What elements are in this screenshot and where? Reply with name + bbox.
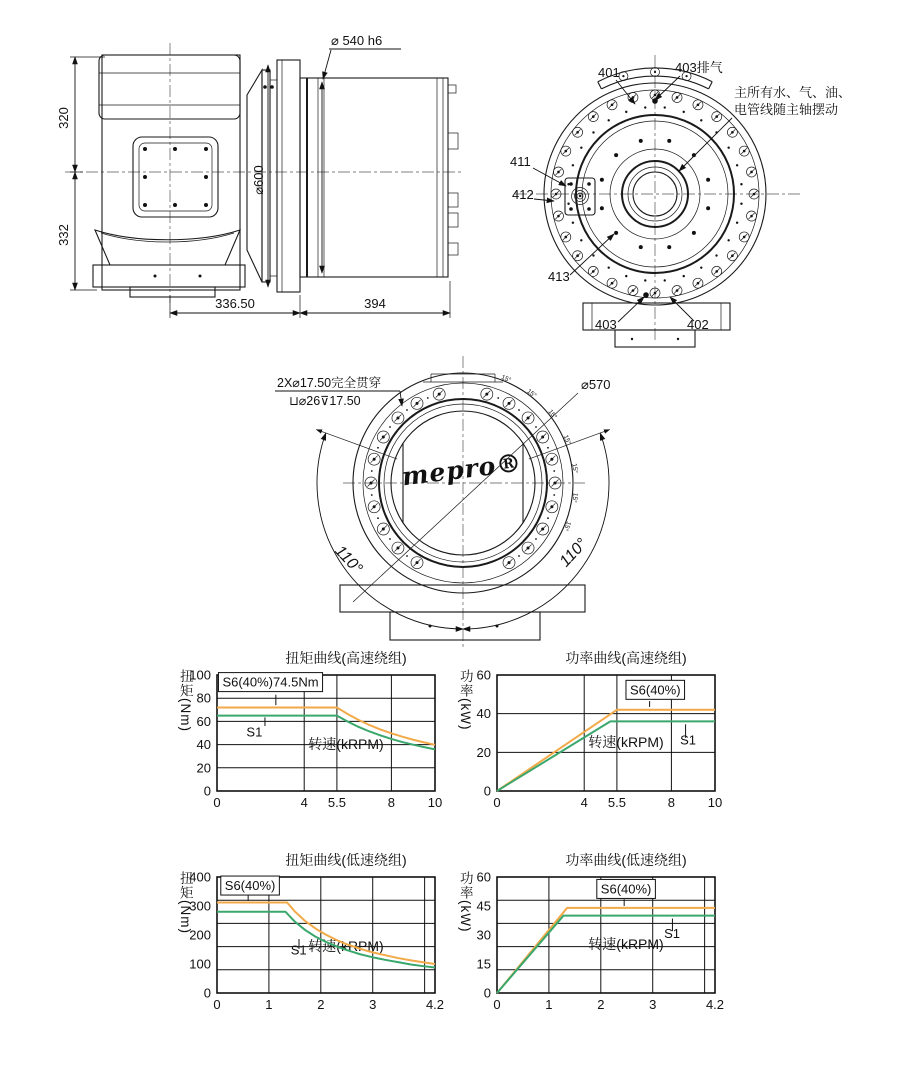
plot-area — [455, 669, 729, 811]
tick-dot — [406, 409, 408, 411]
inner-hole-dot — [614, 153, 618, 157]
x-tick-label: 4.2 — [425, 997, 445, 1012]
inner-hole-dot — [600, 206, 604, 210]
inner-hole-dot — [600, 178, 604, 182]
tick-dot — [377, 447, 379, 449]
tick-dot — [389, 426, 391, 428]
tick-dot — [427, 397, 429, 399]
bolt-hatch — [380, 434, 387, 441]
plot-area — [455, 871, 729, 1013]
chart-title: 扭矩曲线(高速绕组) — [285, 650, 407, 666]
y-axis-label-text: 扭矩(Nm) — [177, 669, 193, 732]
plot-area — [175, 669, 449, 811]
chart-torque-high-speed — [175, 647, 467, 810]
note-line2: 电管线随主轴摆动 — [734, 102, 839, 117]
y-tick-label: 30 — [476, 927, 491, 943]
bolt-hatch — [729, 129, 735, 135]
dim-dia600: ⌀600 — [251, 165, 266, 195]
bolt-hatch — [525, 414, 532, 421]
inner-hole-dot — [692, 231, 696, 235]
holes-note-line2: ⊔⌀26⊽17.50 — [289, 394, 361, 408]
x-tick-label: 3 — [649, 997, 657, 1012]
small-hole-dot — [736, 222, 738, 224]
bolt-hatch — [506, 559, 513, 566]
bolt-hatch — [414, 400, 421, 407]
annotation-label: S6(40%)74.5Nm — [222, 674, 319, 690]
y-tick-label: 100 — [189, 667, 211, 683]
small-hole-dot — [580, 147, 582, 149]
small-hole-dot — [625, 111, 627, 113]
callout-403-bottom: 403 — [595, 317, 617, 332]
tick-dot — [553, 470, 555, 472]
y-tick-label: 0 — [483, 783, 491, 799]
bolt-hatch — [548, 456, 555, 463]
y-axis-label-text: 功率(kW) — [457, 669, 473, 731]
angle-15-label: 15° — [525, 387, 538, 400]
tick-dot — [518, 555, 520, 557]
small-hole-dot — [644, 106, 646, 108]
tick-dot — [547, 517, 549, 519]
tick-dot — [547, 447, 549, 449]
x-tick-label: 2 — [317, 997, 325, 1012]
callout-401: 401 — [598, 65, 620, 80]
bolt-hatch — [749, 169, 755, 175]
brand-logo: mepro® — [400, 447, 524, 492]
inner-hole-dot — [706, 206, 710, 210]
x-tick-label: 4 — [300, 795, 308, 810]
dim-336-50: 336.50 — [215, 296, 255, 311]
x-tick-label: 0 — [213, 997, 221, 1012]
inner-hole-dot — [614, 231, 618, 235]
bolt-hatch — [555, 169, 561, 175]
bolt-hatch — [741, 148, 747, 154]
bolt-hatch — [394, 414, 401, 421]
angle-110-right: 110° — [556, 535, 591, 571]
bolt-hatch — [590, 114, 596, 120]
small-hole-dot — [727, 239, 729, 241]
small-hole-dot — [567, 183, 569, 185]
annotation-label: S6(40%) — [224, 878, 276, 894]
y-tick-label: 80 — [196, 690, 211, 706]
bolt-hatch — [436, 391, 443, 398]
note-line1: 主所有水、气、油、 — [734, 85, 852, 100]
annotation-label: S1 — [664, 925, 681, 941]
window-bolt-dot — [173, 147, 177, 151]
small-hole-dot — [580, 239, 582, 241]
tick-dot — [518, 409, 520, 411]
series-line-s1 — [497, 916, 715, 993]
small-hole-dot — [625, 275, 627, 277]
small-hole-dot — [715, 254, 717, 256]
bolt-hatch — [630, 94, 636, 100]
bolt-hatch — [525, 545, 532, 552]
window-bolt-dot — [204, 147, 208, 151]
y-tick-label: 0 — [483, 985, 491, 1001]
series-line-s6 — [497, 908, 715, 993]
chart-title: 扭矩曲线(低速绕组) — [285, 852, 407, 868]
window-bolt-dot — [173, 203, 177, 207]
y-axis-label-text: 扭矩(Nm) — [177, 871, 193, 934]
window-bolt-dot — [143, 147, 147, 151]
flange-and-cartridge-outline — [247, 60, 458, 292]
y-tick-label: 60 — [476, 869, 491, 885]
small-hole-dot — [592, 131, 594, 133]
angle-15-label: 15° — [570, 492, 579, 504]
angle-15-label: 15° — [561, 434, 573, 446]
x-axis-label: 转速(kRPM) — [588, 936, 664, 953]
dim-394: 394 — [364, 296, 386, 311]
bolt-hatch — [548, 503, 555, 510]
bolt-hatch — [674, 94, 680, 100]
x-tick-label: 4.2 — [705, 997, 725, 1012]
bolt-hatch — [539, 526, 546, 533]
x-tick-label: 0 — [493, 997, 501, 1012]
window-bolt-dot — [204, 203, 208, 207]
callout-413: 413 — [548, 269, 570, 284]
small-hole-dot — [644, 279, 646, 281]
small-hole-dot — [683, 111, 685, 113]
bolt-hatch — [674, 288, 680, 294]
x-axis-label: 转速(kRPM) — [308, 938, 384, 954]
bolt-hatch — [380, 526, 387, 533]
bottom-view-drawing — [225, 350, 685, 655]
x-axis-label: 转速(kRPM) — [588, 734, 664, 751]
tick-dot — [371, 494, 373, 496]
angle-15-label: 15° — [570, 462, 579, 474]
small-hole-dot — [700, 119, 702, 121]
y-tick-label: 45 — [476, 898, 491, 914]
y-tick-label: 0 — [203, 783, 211, 799]
annotation-label: S1 — [290, 942, 307, 958]
x-tick-label: 10 — [707, 795, 723, 810]
small-hole-dot — [572, 164, 574, 166]
bolt-hatch — [575, 129, 581, 135]
small-hole-dot — [740, 183, 742, 185]
bolt-hatch — [714, 114, 720, 120]
y-tick-label: 40 — [476, 706, 491, 722]
chart-power-low-speed — [455, 849, 747, 1012]
angle-15-label: 15° — [561, 520, 573, 532]
plot-area — [175, 871, 449, 1013]
chart-torque-low-speed — [175, 849, 467, 1012]
window-bolt-dot — [143, 203, 147, 207]
y-axis-label-text: 功率(kW) — [457, 871, 473, 933]
dim-dia570: ⌀570 — [581, 377, 611, 392]
angle-110-left: 110° — [331, 542, 366, 578]
tick-dot — [371, 470, 373, 472]
small-hole-dot — [572, 222, 574, 224]
small-hole-dot — [608, 266, 610, 268]
small-hole-dot — [736, 164, 738, 166]
small-hole-dot — [700, 266, 702, 268]
bolt-hatch — [555, 213, 561, 219]
x-tick-label: 2 — [597, 997, 605, 1012]
y-tick-label: 300 — [189, 898, 211, 914]
front-view-drawing — [470, 25, 900, 357]
bottom-view-body — [340, 373, 585, 640]
bolt-hatch — [414, 559, 421, 566]
small-hole-dot — [567, 203, 569, 205]
bolt-hatch — [695, 280, 701, 286]
bolt-center-dot — [654, 71, 656, 73]
x-tick-label: 3 — [369, 997, 377, 1012]
angle-15-label: 15° — [546, 408, 559, 421]
small-hole-dot — [740, 203, 742, 205]
tick-dot — [497, 397, 499, 399]
annotation-label: S6(40%) — [629, 682, 681, 698]
y-tick-label: 200 — [189, 927, 211, 943]
small-hole-dot — [664, 279, 666, 281]
small-hole-dot — [683, 275, 685, 277]
bolt-hatch — [539, 434, 546, 441]
inner-hole-dot — [639, 139, 643, 143]
inner-hole-dot — [706, 178, 710, 182]
y-tick-label: 20 — [476, 744, 491, 760]
x-tick-label: 1 — [265, 997, 273, 1012]
bolt-hatch — [749, 213, 755, 219]
bolt-hatch — [371, 456, 378, 463]
callout-403-exhaust: 403排气 — [675, 60, 723, 75]
inner-hole-dot — [639, 245, 643, 249]
bolt-hatch — [483, 391, 490, 398]
bolt-hatch — [729, 253, 735, 259]
bolt-hatch — [371, 503, 378, 510]
x-tick-label: 5.5 — [327, 795, 346, 810]
x-tick-label: 4 — [580, 795, 588, 810]
bolt-hatch — [609, 280, 615, 286]
y-tick-label: 40 — [196, 737, 211, 753]
angle-15-label: 15° — [500, 373, 512, 385]
inner-hole-dot — [667, 245, 671, 249]
dim-dia540: ⌀ 540 h6 — [331, 33, 383, 48]
chart-power-high-speed — [455, 647, 747, 810]
motor-housing-outline — [93, 55, 245, 297]
bolt-hatch — [630, 288, 636, 294]
x-tick-label: 0 — [213, 795, 221, 810]
y-tick-label: 0 — [203, 985, 211, 1001]
y-tick-label: 100 — [189, 956, 211, 972]
x-tick-label: 0 — [493, 795, 501, 810]
y-tick-label: 20 — [196, 760, 211, 776]
x-tick-label: 8 — [387, 795, 396, 810]
y-tick-label: 400 — [189, 869, 211, 885]
window-bolt-dot — [204, 175, 208, 179]
tick-dot — [389, 538, 391, 540]
holes-note-line1: 2X⌀17.50完全贯穿 — [277, 376, 382, 390]
bolt-hatch — [575, 253, 581, 259]
inner-hole-dot — [667, 139, 671, 143]
bolt-hatch — [714, 268, 720, 274]
y-tick-label: 60 — [476, 667, 491, 683]
chart-title: 功率曲线(低速绕组) — [565, 852, 687, 868]
callout-412: 412 — [512, 187, 534, 202]
small-hole-dot — [608, 119, 610, 121]
y-tick-label: 15 — [476, 956, 491, 972]
x-tick-label: 8 — [667, 795, 676, 810]
bolt-center-dot — [622, 75, 624, 77]
bolt-center-dot — [685, 75, 687, 77]
window-bolt-dot — [143, 175, 147, 179]
y-tick-label: 60 — [196, 713, 211, 729]
bolt-hatch — [563, 148, 569, 154]
tick-dot — [535, 426, 537, 428]
bolt-hatch — [563, 234, 569, 240]
tick-dot — [535, 538, 537, 540]
bolt-hatch — [506, 400, 513, 407]
tick-dot — [406, 555, 408, 557]
bolt-hatch — [741, 234, 747, 240]
bolt-hatch — [609, 102, 615, 108]
bolt-hatch — [394, 545, 401, 552]
tick-dot — [553, 494, 555, 496]
callout-411: 411 — [510, 154, 531, 169]
small-hole-dot — [664, 106, 666, 108]
chart-title: 功率曲线(高速绕组) — [565, 650, 687, 666]
dim-332: 332 — [56, 224, 71, 246]
callout-402: 402 — [687, 317, 709, 332]
dim-320: 320 — [56, 107, 71, 129]
x-tick-label: 10 — [427, 795, 443, 810]
x-tick-label: 1 — [545, 997, 553, 1012]
annotation-label: S1 — [680, 732, 697, 748]
x-axis-label: 转速(kRPM) — [308, 736, 384, 752]
side-view-drawing — [55, 25, 467, 327]
annotation-label: S1 — [246, 724, 263, 740]
bolt-hatch — [695, 102, 701, 108]
annotation-label: S6(40%) — [600, 881, 652, 897]
side-view-dimensions — [56, 33, 450, 318]
bolt-hatch — [590, 268, 596, 274]
small-hole-dot — [592, 254, 594, 256]
x-tick-label: 5.5 — [607, 795, 626, 810]
tick-dot — [377, 517, 379, 519]
small-hole-dot — [727, 147, 729, 149]
